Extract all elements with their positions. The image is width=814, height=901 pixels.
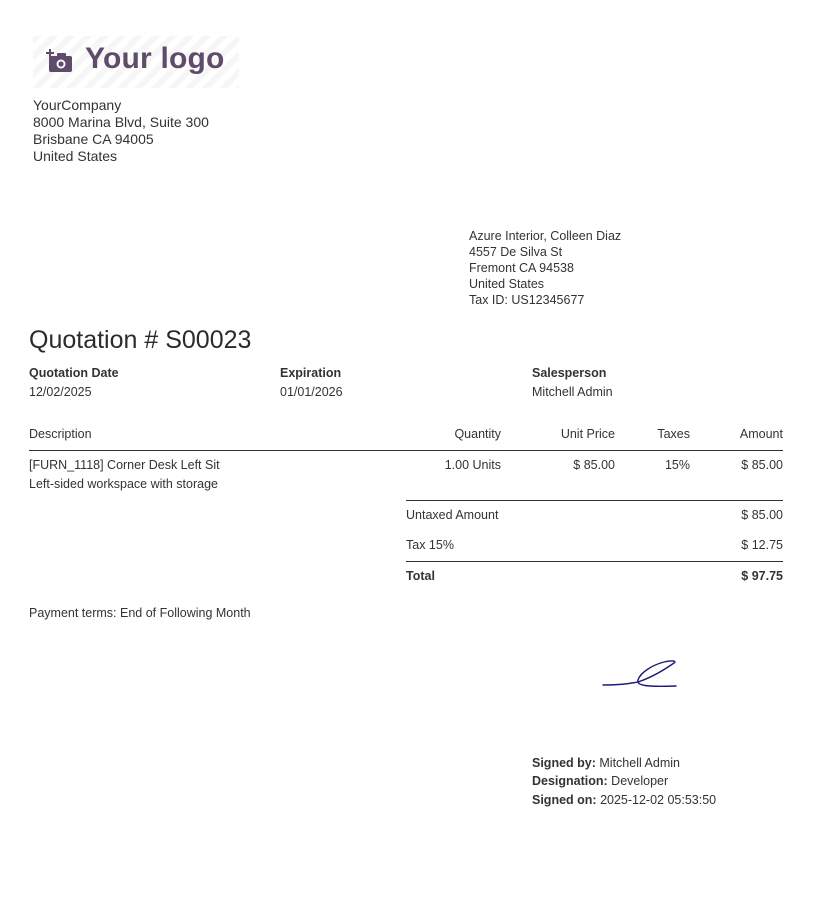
payment-terms: Payment terms: End of Following Month bbox=[29, 606, 251, 620]
company-country: United States bbox=[33, 148, 118, 164]
designation-label: Designation: bbox=[532, 774, 612, 788]
customer-street: 4557 De Silva St bbox=[469, 245, 563, 259]
document-title: Quotation # S00023 bbox=[29, 326, 252, 354]
col-header-amount: Amount bbox=[739, 427, 783, 441]
total-divider bbox=[406, 561, 783, 562]
signed-on-label: Signed on: bbox=[532, 793, 601, 807]
signed-on bbox=[532, 793, 716, 807]
untaxed-amount-value: $ 85.00 bbox=[741, 508, 783, 522]
col-header-quantity: Quantity bbox=[454, 427, 501, 441]
customer-city: Fremont CA 94538 bbox=[469, 261, 574, 275]
company-street: 8000 Marina Blvd, Suite 300 bbox=[33, 114, 209, 130]
line-description-note: Left-sided workspace with storage bbox=[29, 477, 218, 491]
company-address bbox=[33, 97, 209, 165]
company-name: YourCompany bbox=[33, 97, 122, 113]
expiration-value: 01/01/2026 bbox=[280, 385, 343, 399]
signed-by-label: Signed by: bbox=[532, 756, 600, 770]
salesperson-value: Mitchell Admin bbox=[532, 385, 613, 399]
line-description: [FURN_1118] Corner Desk Left Sit bbox=[29, 458, 220, 472]
designation bbox=[532, 774, 668, 788]
quotation-date-value: 12/02/2025 bbox=[29, 385, 92, 399]
col-header-taxes: Taxes bbox=[657, 427, 690, 441]
total-label: Total bbox=[406, 569, 435, 583]
company-logo bbox=[33, 36, 239, 88]
customer-country: United States bbox=[469, 277, 545, 291]
tax-value: $ 12.75 bbox=[741, 538, 783, 552]
tax-label: Tax 15% bbox=[406, 538, 454, 552]
signed-on-value: 2025-12-02 05:53:50 bbox=[600, 793, 717, 807]
camera-plus-icon bbox=[46, 49, 74, 73]
designation-value: Developer bbox=[611, 774, 669, 788]
col-header-description: Description bbox=[29, 427, 92, 441]
signature-image bbox=[598, 654, 682, 694]
signed-by-value: Mitchell Admin bbox=[599, 756, 680, 770]
untaxed-amount-label: Untaxed Amount bbox=[406, 508, 499, 522]
table-header-divider bbox=[29, 450, 783, 451]
line-quantity: 1.00 Units bbox=[444, 458, 501, 472]
signed-by bbox=[532, 756, 680, 770]
customer-tax-id: Tax ID: US12345677 bbox=[469, 293, 585, 307]
logo-text: Your logo bbox=[85, 42, 225, 75]
customer-name: Azure Interior, Colleen Diaz bbox=[469, 229, 622, 243]
company-city: Brisbane CA 94005 bbox=[33, 131, 154, 147]
totals-top-divider bbox=[406, 500, 783, 501]
customer-address bbox=[469, 228, 621, 308]
total-value: $ 97.75 bbox=[741, 569, 783, 583]
col-header-unit-price: Unit Price bbox=[560, 427, 615, 441]
line-amount: $ 85.00 bbox=[741, 458, 783, 472]
expiration-label: Expiration bbox=[280, 366, 342, 380]
quotation-date-label: Quotation Date bbox=[29, 366, 119, 380]
line-unit-price: $ 85.00 bbox=[573, 458, 615, 472]
line-taxes: 15% bbox=[664, 458, 690, 472]
salesperson-label: Salesperson bbox=[532, 366, 607, 380]
